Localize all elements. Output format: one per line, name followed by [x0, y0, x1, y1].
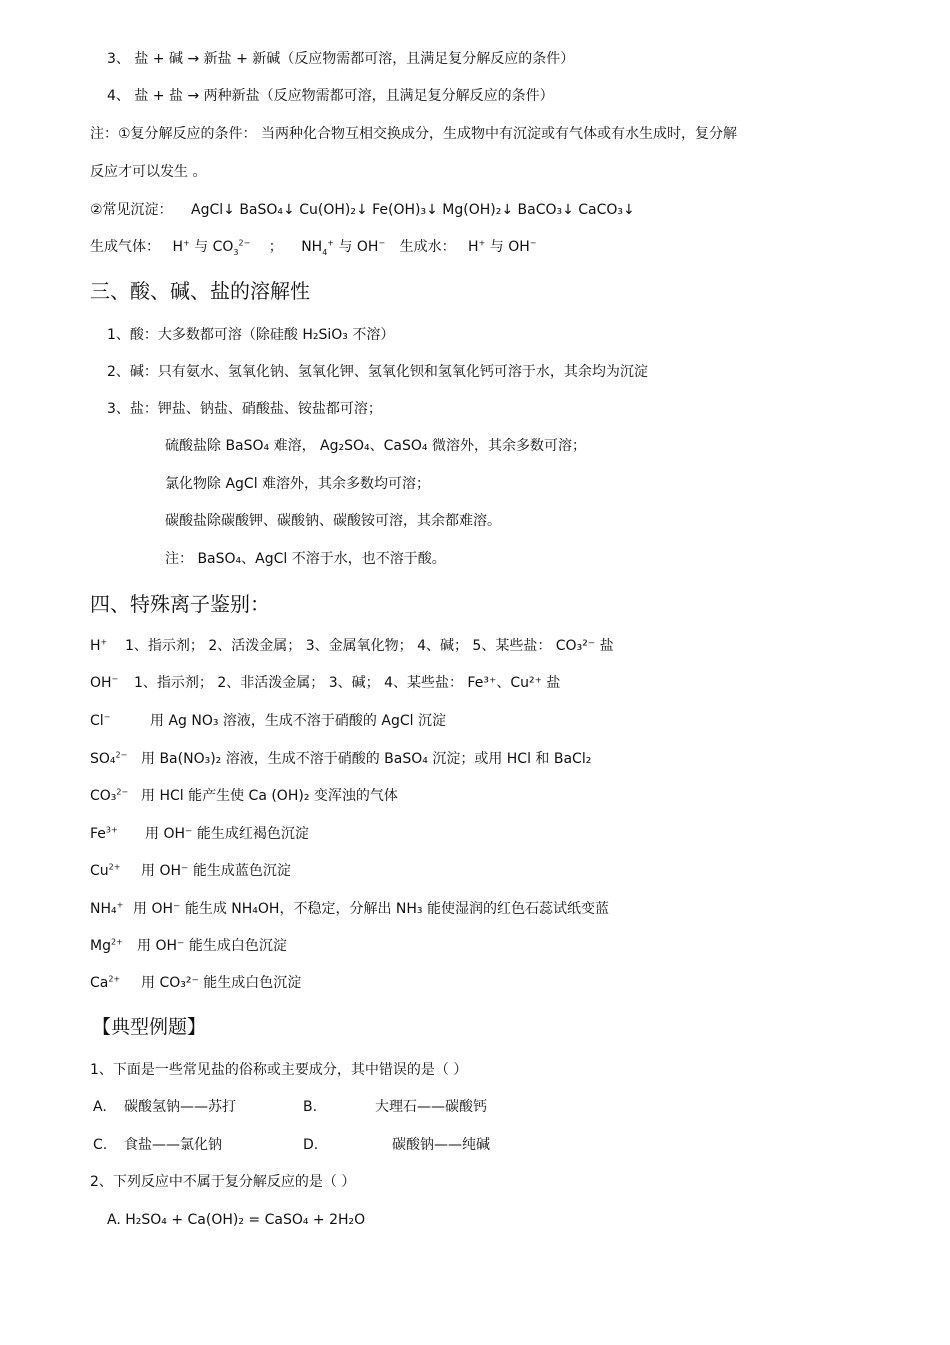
ion-test: 1、指示剂； 2、活泼金属； 3、金属氧化物； 4、碱； 5、某些盐： CO₃²⁻ 盐 — [125, 638, 614, 654]
examples-title: 【典型例题】 — [92, 1016, 207, 1038]
condition-note-line2: 反应才可以发生 。 — [90, 164, 207, 180]
water-with: 与 — [489, 239, 504, 255]
ion-label: SO₄$^{2-}$ — [90, 750, 128, 767]
option-b-text: 大理石——碳酸钙 — [375, 1099, 487, 1115]
gas-separator: ； — [268, 239, 283, 255]
gas-ion-nh4: $NH_4^+$ — [301, 238, 334, 257]
question-2-option-a: A. H₂SO₄ + Ca(OH)₂ = CaSO₄ + 2H₂O — [107, 1212, 366, 1228]
precipitates-list: AgCl↓ BaSO₄↓ Cu(OH)₂↓ Fe(OH)₃↓ Mg(OH)₂↓ BaCO₃↓ CaCO₃↓ — [191, 202, 635, 218]
solubility-salt: 3、盐：钾盐、钠盐、硝酸盐、铵盐都可溶； — [107, 401, 382, 417]
ion-test: 用 OH⁻ 能生成 NH₄OH，不稳定，分解出 NH₃ 能使湿润的红色石蕊试纸变蓝 — [133, 901, 609, 917]
gas-ion-co3: $CO_3^{2-}$ — [212, 238, 251, 257]
gas-ion-h: H+ — [172, 238, 190, 255]
ion-test: 用 OH⁻ 能生成白色沉淀 — [137, 938, 287, 954]
ion-label: NH₄+ — [90, 900, 124, 917]
section3-title: 三、酸、碱、盐的溶解性 — [90, 279, 310, 303]
ion-label: $Fe^{3+}$ — [90, 825, 118, 842]
ion-label: $Mg^{2+}$ — [90, 937, 123, 954]
solubility-acid: 1、酸：大多数都可溶（除硅酸 H₂SiO₃ 不溶） — [107, 327, 395, 343]
option-c-text: 食盐——氯化钠 — [124, 1137, 222, 1153]
ion-test: 用 OH⁻ 能生成红褐色沉淀 — [145, 826, 309, 842]
condition-note-line1: 注：①复分解反应的条件： 当两种化合物互相交换成分，生成物中有沉淀或有气体或有水生成时，复分解 — [90, 126, 737, 142]
gas-water-line — [90, 238, 536, 256]
option-d-label: D. — [303, 1137, 319, 1153]
ion-test: 用 HCl 能产生使 Ca (OH)₂ 变浑浊的气体 — [141, 788, 398, 804]
gas-with-2: 与 — [338, 239, 353, 255]
solubility-sulfate: 硫酸盐除 BaSO₄ 难溶， Ag₂SO₄、CaSO₄ 微溶外，其余多数可溶； — [165, 438, 586, 454]
solubility-base: 2、碱：只有氨水、氢氧化钠、氢氧化钾、氢氧化钡和氢氧化钙可溶于水，其余均为沉淀 — [107, 364, 648, 380]
ion-label: H+ — [90, 637, 108, 654]
section4-title: 四、特殊离子鉴别： — [90, 592, 270, 616]
water-ion-oh: OH− — [508, 238, 537, 255]
precipitates-label: ②常见沉淀： — [90, 202, 173, 218]
gas-ion-oh: OH− — [356, 238, 386, 255]
solubility-chloride: 氯化物除 AgCl 难溶外，其余多数均可溶； — [165, 476, 431, 492]
reaction-rule-4: 4、 盐 + 盐 → 两种新盐（反应物需都可溶，且满足复分解反应的条件） — [107, 88, 554, 104]
option-a-label: A. — [93, 1099, 107, 1115]
water-ion-h: H+ — [468, 238, 486, 255]
gas-label: 生成气体： — [90, 239, 160, 255]
ion-test: 用 Ba(NO₃)₂ 溶液，生成不溶于硝酸的 BaSO₄ 沉淀；或用 HCl 和 BaCl₂ — [141, 751, 592, 767]
precipitates-line — [90, 201, 635, 219]
ion-label: $Ca^{2+}$ — [90, 974, 121, 991]
ion-test: 用 Ag NO₃ 溶液，生成不溶于硝酸的 AgCl 沉淀 — [150, 713, 446, 729]
reaction-rule-3: 3、 盐 + 碱 → 新盐 + 新碱（反应物需都可溶，且满足复分解反应的条件） — [107, 51, 575, 67]
ion-test: 用 OH⁻ 能生成蓝色沉淀 — [141, 863, 291, 879]
ion-label: $Cu^{2+}$ — [90, 862, 121, 879]
option-d-text: 碳酸钠——纯碱 — [392, 1137, 490, 1153]
solubility-carbonate: 碳酸盐除碳酸钾、碳酸钠、碳酸铵可溶，其余都难溶。 — [165, 513, 501, 529]
option-a-text: 碳酸氢钠——苏打 — [124, 1099, 236, 1115]
ion-label: OH− — [90, 674, 119, 691]
solubility-note: 注： BaSO₄、AgCl 不溶于水，也不溶于酸。 — [165, 551, 446, 567]
question-2: 2、下列反应中不属于复分解反应的是（ ） — [90, 1174, 356, 1190]
question-1: 1、下面是一些常见盐的俗称或主要成分，其中错误的是（ ） — [90, 1062, 468, 1078]
ion-label: CO₃$^{2-}$ — [90, 787, 129, 804]
ion-test: 用 CO₃²⁻ 能生成白色沉淀 — [141, 975, 302, 991]
ion-label: Cl− — [90, 712, 111, 729]
ion-test: 1、指示剂； 2、非活泼金属； 3、碱； 4、某些盐： Fe³⁺、Cu²⁺ 盐 — [134, 675, 561, 691]
water-label: 生成水： — [399, 239, 456, 255]
gas-with-1: 与 — [194, 239, 209, 255]
option-c-label: C. — [93, 1137, 108, 1153]
option-b-label: B. — [303, 1099, 318, 1115]
